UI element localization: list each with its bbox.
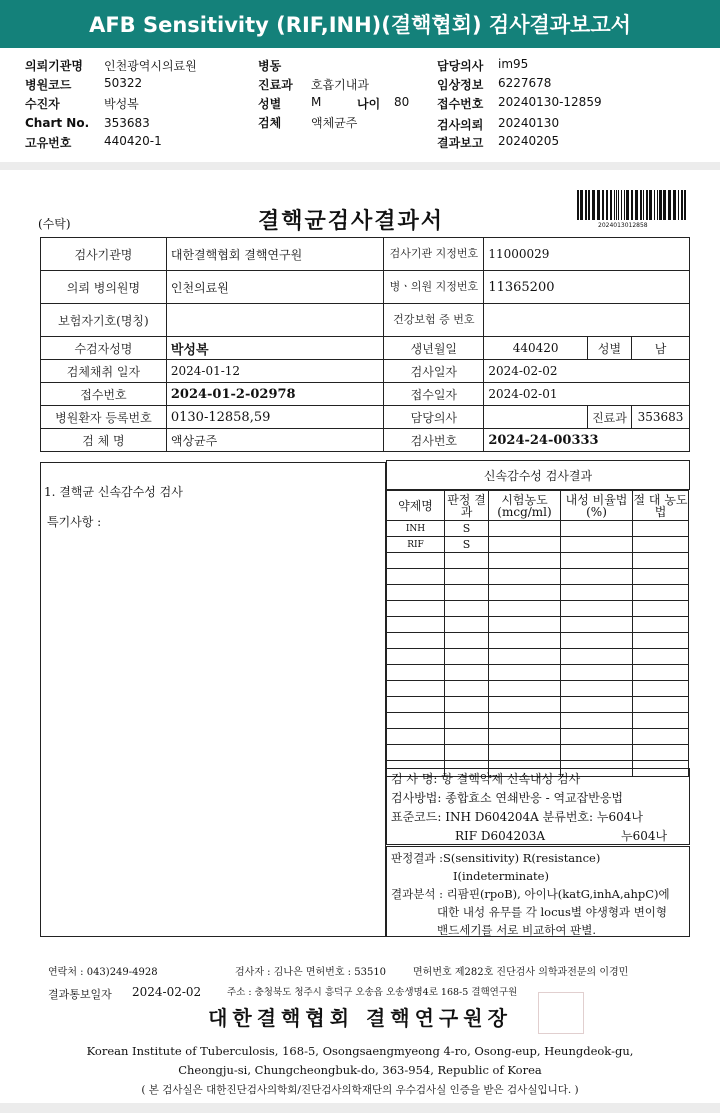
info-value: 박성복: [104, 97, 139, 111]
info-label: 병원코드: [25, 78, 72, 92]
field-label: 접수일자: [384, 383, 484, 406]
address-english-1: Korean Institute of Tuberculosis, 168-5, Osongsaengmyeong 4-ro, Osong-eup, Heungdeok-gu,: [86, 1044, 634, 1058]
info-label: Chart No.: [25, 116, 90, 130]
column-header: 판정 결과: [445, 491, 489, 521]
table-cell: [387, 553, 445, 569]
barcode-number: 2024013012858: [598, 222, 648, 229]
table-cell: [561, 681, 633, 697]
field-label: 검 체 명: [41, 429, 167, 452]
judgement-line: 밴드세기를 서로 비교하여 판별.: [437, 923, 597, 937]
field-value: 2024-01-2-02978: [166, 383, 383, 406]
official-seal-icon: [538, 992, 584, 1034]
table-row: [387, 729, 689, 745]
table-row: [387, 553, 689, 569]
table-cell: [387, 585, 445, 601]
table-cell: [561, 633, 633, 649]
info-value: 20240130-12859: [498, 95, 602, 109]
rapid-result-title: 신속감수성 검사결과: [386, 460, 690, 490]
judgement-line: 대한 내성 유무를 각 locus별 야생형과 변이형: [437, 905, 668, 919]
field-value: [484, 406, 588, 429]
field-label: 검사일자: [384, 360, 484, 383]
age-label: 나이: [357, 97, 381, 111]
table-cell: [561, 713, 633, 729]
field-label: 병원환자 등록번호: [41, 406, 167, 429]
field-value: 박성복: [166, 337, 383, 360]
table-cell: [489, 729, 561, 745]
table-cell: [387, 601, 445, 617]
info-value: 440420-1: [104, 134, 162, 148]
method-line: 검 사 명: 항 결핵약제 신속내성 검사: [391, 772, 581, 786]
table-cell: [387, 681, 445, 697]
column-header: 약제명: [387, 491, 445, 521]
field-value: 2024-02-02: [484, 360, 690, 383]
table-cell: [445, 633, 489, 649]
judgement-line: 판정결과 :S(sensitivity) R(resistance): [391, 851, 601, 865]
table-cell: [387, 569, 445, 585]
table-row: [387, 585, 689, 601]
field-label: 의뢰 병의원명: [41, 271, 167, 304]
table-cell: [633, 649, 689, 665]
examiner-info: 검사자 : 김나은 면허번호 : 53510: [235, 967, 387, 978]
table-cell: [387, 745, 445, 761]
table-cell: [445, 649, 489, 665]
table-cell: [445, 585, 489, 601]
table-cell: [445, 617, 489, 633]
table-cell: [561, 649, 633, 665]
table-cell: [445, 553, 489, 569]
remarks-box: [40, 462, 386, 937]
drug-name: INH: [387, 521, 445, 537]
table-cell: [561, 729, 633, 745]
table-row: [387, 665, 689, 681]
table-cell: [633, 633, 689, 649]
table-cell: [489, 649, 561, 665]
table-cell: [489, 697, 561, 713]
info-value: 인천광역시의료원: [104, 59, 197, 73]
info-label: 결과보고: [437, 136, 484, 150]
table-cell: [633, 665, 689, 681]
dept-label: 진료과: [258, 78, 293, 92]
table-cell: [489, 745, 561, 761]
field-label: 성별: [587, 337, 631, 360]
method-line: RIF D604203A: [455, 829, 546, 843]
divider: [0, 162, 720, 170]
field-label: 검사기관명: [41, 238, 167, 271]
notify-label: 결과통보일자: [48, 988, 112, 1001]
table-cell: [633, 569, 689, 585]
drug-result: S: [445, 537, 489, 553]
table-cell: [489, 601, 561, 617]
table-cell: [489, 569, 561, 585]
field-value: 대한결핵협회 결핵연구원: [166, 238, 383, 271]
table-cell: [489, 585, 561, 601]
field-value: 440420: [484, 337, 588, 360]
field-value: 353683: [631, 406, 689, 429]
info-label: 담당의사: [437, 59, 484, 73]
notify-date: 2024-02-02: [132, 985, 202, 999]
table-cell: [633, 729, 689, 745]
table-cell: [445, 569, 489, 585]
field-value: 남: [631, 337, 689, 360]
table-cell: [445, 681, 489, 697]
method-line: 누604나: [621, 829, 668, 843]
field-value: 액상균주: [166, 429, 383, 452]
info-value: 50322: [104, 76, 143, 90]
address-english-2: Cheongju-si, Chungcheongbuk-do, 363-954, Republic of Korea: [178, 1063, 542, 1077]
sex-label: 성별: [258, 97, 282, 111]
field-value: 0130-12858,59: [166, 406, 383, 429]
drug-name: RIF: [387, 537, 445, 553]
field-label: 담당의사: [384, 406, 484, 429]
dept-value: 호흡기내과: [311, 78, 369, 92]
table-cell: [561, 537, 633, 553]
table-cell: [561, 569, 633, 585]
field-label: 건강보험 증 번호: [384, 304, 484, 337]
table-cell: [633, 617, 689, 633]
age-value: 80: [394, 95, 410, 109]
scanned-report: [0, 170, 720, 1103]
field-value: 2024-01-12: [166, 360, 383, 383]
info-label: 고유번호: [25, 136, 72, 150]
field-label: 검사기관 지정번호: [384, 238, 484, 271]
field-value: [166, 304, 383, 337]
field-value: [484, 304, 690, 337]
field-value: 11000029: [484, 238, 690, 271]
table-cell: [633, 537, 689, 553]
report-header-table: [40, 237, 690, 452]
table-cell: [489, 521, 561, 537]
judgement-box: [386, 846, 690, 937]
table-row: [387, 713, 689, 729]
patient-info-panel: [0, 48, 720, 162]
rapid-result-table: [386, 490, 689, 777]
table-cell: [561, 665, 633, 681]
table-cell: [561, 553, 633, 569]
info-value: 20240205: [498, 134, 560, 148]
institute-name: 대한결핵협회 결핵연구원장: [208, 1006, 512, 1030]
method-box: [386, 768, 690, 845]
table-cell: [387, 729, 445, 745]
table-cell: [489, 681, 561, 697]
address: 주소 : 충청북도 청주시 흥덕구 오송읍 오송생명4로 168-5 결핵연구원: [227, 987, 518, 998]
ward-label: 병동: [258, 59, 282, 73]
table-cell: [445, 697, 489, 713]
table-cell: [445, 745, 489, 761]
table-cell: [633, 697, 689, 713]
info-value: 6227678: [498, 76, 552, 90]
column-header: 시험농도 (mcg/ml): [489, 491, 561, 521]
table-cell: [445, 665, 489, 681]
specimen-value: 액체균주: [311, 116, 358, 130]
license-info: 면허번호 제282호 진단검사 의학과전문의 이경민: [413, 967, 629, 978]
field-value: 2024-24-00333: [484, 429, 690, 452]
field-value: 인천의료원: [166, 271, 383, 304]
table-row: [387, 745, 689, 761]
table-cell: [387, 649, 445, 665]
info-label: 임상정보: [437, 78, 484, 92]
table-cell: [445, 729, 489, 745]
field-label: 생년월일: [384, 337, 484, 360]
table-cell: [561, 521, 633, 537]
judgement-line: I(indeterminate): [453, 869, 549, 883]
info-label: 의뢰기관명: [25, 59, 83, 73]
field-value: 2024-02-01: [484, 383, 690, 406]
barcode-icon: [576, 190, 688, 224]
table-cell: [561, 697, 633, 713]
field-label: 병ㆍ의원 지정번호: [384, 271, 484, 304]
table-cell: [633, 585, 689, 601]
table-cell: [489, 553, 561, 569]
field-label: 수검자성명: [41, 337, 167, 360]
consignment-label: (수탁): [38, 217, 71, 231]
table-cell: [489, 713, 561, 729]
judgement-line: 결과분석 : 리팜핀(rpoB), 아이나(katG,inhA,ahpC)에: [391, 887, 670, 901]
table-cell: [633, 553, 689, 569]
table-cell: [489, 665, 561, 681]
field-value: 11365200: [484, 271, 690, 304]
column-header: 절 대 농도법: [633, 492, 688, 519]
specimen-label: 검체: [258, 116, 282, 130]
table-cell: [561, 745, 633, 761]
table-row: [387, 697, 689, 713]
table-cell: [387, 713, 445, 729]
info-label: 접수번호: [437, 97, 484, 111]
info-value: 20240130: [498, 116, 560, 130]
drug-result: S: [445, 521, 489, 537]
table-row: [387, 617, 689, 633]
field-label: 진료과: [587, 406, 631, 429]
table-cell: [387, 665, 445, 681]
table-cell: [633, 713, 689, 729]
report-title-bar: [0, 0, 720, 48]
table-cell: [633, 521, 689, 537]
table-row: [387, 681, 689, 697]
table-cell: [387, 617, 445, 633]
column-header: 내성 비율법(%): [561, 491, 633, 521]
test-item: 1. 결핵균 신속감수성 검사: [44, 485, 183, 499]
contact-number: 연락처 : 043)249-4928: [48, 967, 158, 978]
table-cell: [561, 585, 633, 601]
table-cell: [633, 681, 689, 697]
document-title: 결핵균검사결과서: [258, 208, 445, 234]
info-label: 검사의뢰: [437, 118, 484, 132]
field-label: 검사번호: [384, 429, 484, 452]
table-cell: [445, 713, 489, 729]
sex-value: M: [311, 95, 322, 109]
method-line: 검사방법: 종합효소 연쇄반응 - 역교잡반응법: [391, 791, 624, 805]
table-cell: [489, 617, 561, 633]
table-cell: [561, 601, 633, 617]
table-cell: [489, 537, 561, 553]
report-title: AFB Sensitivity (RIF,INH)(결핵협회) 검사결과보고서: [89, 13, 631, 37]
field-label: 검체채취 일자: [41, 360, 167, 383]
info-value: 353683: [104, 116, 150, 130]
info-label: 수진자: [25, 97, 60, 111]
table-row: [387, 601, 689, 617]
table-cell: [489, 633, 561, 649]
table-row: [387, 569, 689, 585]
table-cell: [387, 697, 445, 713]
table-row: [387, 633, 689, 649]
table-cell: [445, 601, 489, 617]
table-cell: [561, 617, 633, 633]
table-row: [387, 649, 689, 665]
certification-note: ( 본 검사실은 대한진단검사의학회/진단검사의학재단의 우수검사실 인증을 받은 검사실입니다. ): [141, 1084, 579, 1096]
field-label: 보험자기호(명칭): [41, 304, 167, 337]
method-line: 표준코드: INH D604204A 분류번호: 누604나: [391, 810, 643, 824]
field-label: 접수번호: [41, 383, 167, 406]
table-cell: [633, 745, 689, 761]
info-value: im95: [498, 57, 529, 71]
table-cell: [633, 601, 689, 617]
table-cell: [387, 633, 445, 649]
remarks-label: 특기사항 :: [47, 515, 102, 529]
